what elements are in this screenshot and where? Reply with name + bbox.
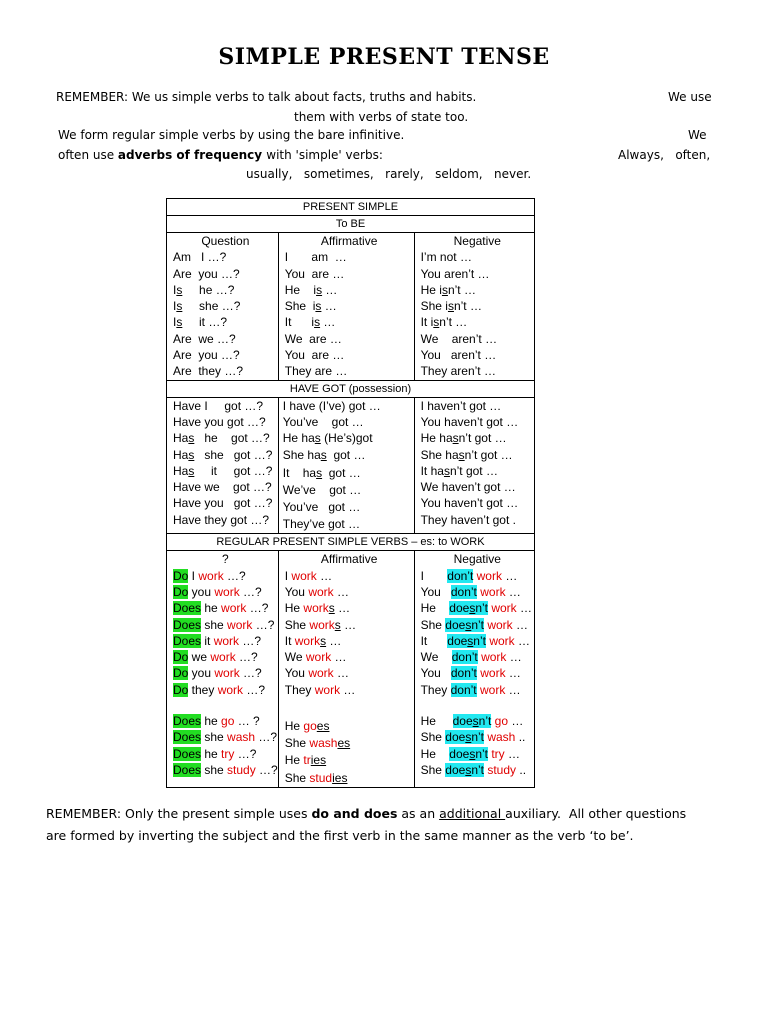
list-item: Does she study …? [173,762,278,777]
list-item: You haven’t got … [420,496,519,511]
list-item: It works … [284,633,342,648]
list-item: Are we …? [173,331,236,346]
list-item: Does it work …? [173,633,262,648]
col-header-negative: Negative [453,234,501,248]
list-item: They don’t work … [420,682,521,697]
have-got-question-cell [167,397,279,534]
list-item: She washes [284,736,351,751]
col-header-affirmative-2: Affirmative [320,552,378,567]
list-item: Do you work …? [173,584,262,599]
list-item: She is … [284,299,337,314]
list-item: Is she …? [173,299,241,314]
section-regular-verbs: REGULAR PRESENT SIMPLE VERBS – es: to WORK [167,534,535,551]
work-negative-cell [414,551,534,787]
have-got-negative-cell [414,397,534,534]
list-item: You work … [284,584,350,599]
list-item: She has got … [282,448,366,463]
list-item: Are they …? [173,364,244,379]
list-item: Has she got …? [173,447,273,462]
list-item: Do I work …? [173,568,246,583]
list-item: They’ve got … [282,517,361,532]
list-item: She studies [284,770,348,785]
to-be-negative-cell [414,233,534,381]
col-header-question: Question [201,234,250,248]
list-item: He isn’t … [420,282,476,297]
intro-l4-a: often use [58,148,118,162]
list-item: You haven’t got … [420,414,519,429]
footer-line-1 [46,806,686,821]
list-item: It is … [284,315,336,330]
list-item: Does he work …? [173,601,269,616]
list-item: She doesn’t wash .. [420,730,526,745]
list-item: We’ve got … [282,482,362,497]
list-item: We aren’t … [420,331,498,346]
list-item: Does she wash …? [173,730,278,745]
col-header-question-mark: ? [222,552,229,567]
footer-l1-underline: additional [439,806,506,821]
list-item: We don’t work … [420,650,522,665]
list-item: Are you …? [173,266,240,281]
list-item: You are … [284,348,345,363]
list-item: I don’t work … [420,568,518,583]
list-item: You aren’t … [420,348,497,363]
intro-line-1a: REMEMBER: We us simple verbs to talk about facts, truths and habits. [56,90,477,104]
list-item: We haven’t got … [420,480,516,495]
list-item: We work … [284,650,347,665]
list-item: You’ve got … [282,500,361,515]
list-item: They aren’t … [420,364,496,379]
list-item: Has he got …? [173,431,270,446]
list-item: Have you got …? [173,496,273,511]
list-item: She hasn’t got … [420,447,513,462]
page-title: SIMPLE PRESENT TENSE [218,44,550,70]
list-item: You’ve got … [282,414,364,429]
intro-l4-bold: adverbs of frequency [117,148,267,162]
list-item: Do we work …? [173,650,258,665]
list-item: Do you work …? [173,666,262,681]
work-question-cell [167,551,279,787]
list-item: Is it …? [173,315,228,330]
list-item: They are … [284,364,348,379]
list-item: You aren’t … [420,266,490,281]
list-item: Does he go … ? [173,714,260,729]
list-item: She doesn’t work … [420,617,529,632]
list-item: You don’t work … [420,666,521,681]
list-item: You don’t work … [420,584,521,599]
list-item: He is … [284,282,338,297]
list-item: He has (He’s)got [282,431,373,446]
list-item: It hasn’t got … [420,463,498,478]
list-item: Does she work …? [173,617,275,632]
list-item: Are you …? [173,348,240,363]
list-item: Has it got …? [173,463,273,478]
footer-line-2: are formed by inverting the subject and the first verb in the same manner as the verb ‘to be’. [46,828,634,843]
to-be-question-cell [167,233,279,381]
list-item: It isn’t … [420,315,468,330]
list-item: It has got … [282,465,361,480]
list-item: Have they got …? [173,512,270,527]
footer-l1-b: as an [397,806,440,821]
list-item: We are … [284,331,342,346]
work-affirmative-cell [278,551,414,787]
intro-line-4d: Always, often, [618,148,711,162]
intro-line-3a: We form regular simple verbs by using the bare infinitive. [58,128,405,142]
list-item: She isn’t … [420,299,482,314]
list-item: They work … [284,682,356,697]
list-item: You work … [284,666,350,681]
list-item: I am … [284,250,347,265]
list-item: I have (I’ve) got … [282,398,381,413]
list-item: He goes [284,719,330,734]
footer-l1-a: REMEMBER: Only the present simple uses [46,806,312,821]
list-item: Is he …? [173,282,235,297]
list-item: I work … [284,568,333,583]
list-item: She works … [284,617,357,632]
footer-l1-c: auxiliary. All other questions [505,806,687,821]
list-item: Have we got …? [173,480,272,495]
list-item: He doesn’t try … [420,746,521,761]
list-item: I’m not … [420,250,472,265]
list-item: He hasn’t got … [420,431,507,446]
list-item: He doesn’t go … [420,714,524,729]
section-have-got: HAVE GOT (possession) [167,380,535,397]
list-item: Do they work …? [173,682,266,697]
col-header-negative-2: Negative [453,552,501,567]
list-item: He tries [284,753,327,768]
list-item: I haven’t got … [420,398,502,413]
intro-line-2: them with verbs of state too. [294,110,469,124]
intro-l4-c: with 'simple' verbs: [266,148,383,162]
to-be-affirmative-cell [278,233,414,381]
list-item: He works … [284,601,351,616]
footer-l1-bold: do and does [311,806,398,821]
list-item: Am I …? [173,250,227,265]
col-header-affirmative: Affirmative [320,234,378,248]
intro-line-1b: We use [668,90,712,104]
intro-line-3b: We [688,128,707,142]
list-item: You are … [284,266,345,281]
list-item: Does he try …? [173,746,257,761]
intro-line-5: usually, sometimes, rarely, seldom, never. [246,167,532,181]
have-got-affirmative-cell [278,397,414,534]
list-item: They haven’t got . [420,512,516,527]
list-item: It doesn’t work … [420,633,531,648]
grammar-table [166,198,535,788]
list-item: He doesn’t work … [420,601,533,616]
list-item: She doesn’t study .. [420,762,527,777]
section-to-be: To BE [167,216,535,233]
section-present-simple: PRESENT SIMPLE [167,199,535,216]
list-item: Have I got …? [173,398,264,413]
list-item: Have you got …? [173,414,266,429]
intro-line-4 [58,148,383,162]
